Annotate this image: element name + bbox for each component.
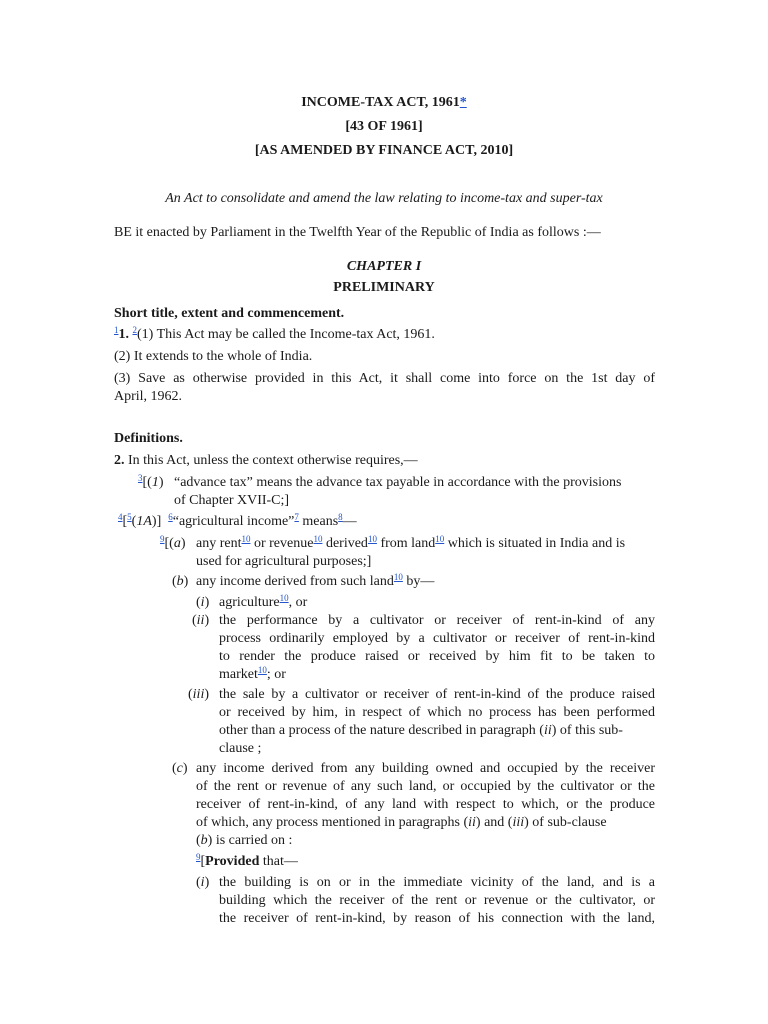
section-2-heading: Definitions.: [114, 431, 183, 446]
section-1-heading: Short title, extent and commencement.: [114, 306, 345, 321]
proviso-i-line3: the receiver of rent-in-kind, by reason of his connection with the land,: [219, 911, 655, 926]
para-b-iii-line2: or received by him, in respect of which no process has been performed: [219, 705, 655, 720]
para-b-iii-line3: other than a process of the nature described in paragraph (ii) of this sub-: [219, 723, 623, 738]
section-1-sub-3-line1: (3) Save as otherwise provided in this Act, it shall come into force on the 1st day of: [114, 371, 655, 386]
proviso: $^9$[Provided that—: [196, 852, 298, 869]
para-b-i-text: agriculture$^{10}$, or: [219, 593, 308, 610]
para-b-ii-line2: process ordinarily employed by a cultivator or receiver of rent-in-kind: [219, 631, 655, 646]
footnote-link[interactable]: 10: [367, 534, 377, 544]
para-b-ii-line4: market$^{10}$; or: [219, 665, 286, 682]
sub-clause-b-text: any income derived from such land$^{10}$ by—: [196, 572, 435, 589]
sub-clause-c-line2: of the rent or revenue of any such land, or occupied by the cultivator or the: [196, 779, 655, 794]
footnote-link[interactable]: 9: [196, 852, 201, 862]
footnote-link[interactable]: 8: [338, 512, 343, 522]
footnote-link[interactable]: 10: [279, 593, 289, 603]
section-1-sub-3-line2: April, 1962.: [114, 389, 183, 404]
section-1-sub-2: (2) It extends to the whole of India.: [114, 349, 313, 364]
sub-clause-c-label: (c): [172, 761, 188, 776]
clause-1a: $^4$[$^5$(1A)] $^6$“agricultural income”$^7$ means$^8$—: [118, 512, 357, 529]
amendment-note: [AS AMENDED BY FINANCE ACT, 2010]: [254, 143, 514, 158]
act-number: [43 OF 1961]: [345, 119, 423, 134]
footnote-link[interactable]: 9: [160, 534, 165, 544]
sub-clause-c-line4: of which, any process mentioned in paragraphs (ii) and (iii) of sub-clause: [196, 815, 607, 830]
enacting-clause: BE it enacted by Parliament in the Twelfth Year of the Republic of India as follows :—: [114, 225, 601, 240]
sub-clause-a-line1: any rent$^{10}$ or revenue$^{10}$ derived$^{10}$ from land$^{10}$ which is situated in India and is: [196, 534, 626, 551]
section-1-sub-1: $^1$1. $^2$(1) This Act may be called the Income-tax Act, 1961.: [114, 325, 435, 342]
sub-clause-c-line3: receiver of rent-in-kind, of any land with respect to which, or the produce: [196, 797, 655, 812]
clause-1-label: $^3$[(1): [138, 473, 164, 490]
chapter-name: PRELIMINARY: [333, 280, 435, 295]
section-2-intro: 2. In this Act, unless the context otherwise requires,—: [114, 453, 418, 468]
sub-clause-c-line1: any income derived from any building owned and occupied by the receiver: [196, 761, 655, 776]
footnote-link[interactable]: 10: [241, 534, 251, 544]
footnote-link[interactable]: 6: [168, 512, 173, 522]
para-b-ii-line1: the performance by a cultivator or receiver of rent-in-kind of any: [219, 613, 655, 628]
footnote-link[interactable]: 5: [127, 512, 132, 522]
proviso-i-line1: the building is on or in the immediate vicinity of the land, and is a: [219, 875, 655, 890]
footnote-link[interactable]: 2: [132, 325, 137, 335]
footnote-link[interactable]: 10: [435, 534, 445, 544]
sub-clause-a-label: $^9$[(a): [160, 534, 186, 551]
sub-clause-a-line2: used for agricultural purposes;]: [196, 554, 372, 569]
chapter-number: CHAPTER I: [346, 259, 422, 274]
footnote-link[interactable]: 1: [114, 325, 119, 335]
proviso-i-label: (i): [196, 875, 210, 890]
proviso-i-line2: building which the receiver of the rent or revenue or the cultivator, or: [219, 893, 655, 908]
title-footnote-link[interactable]: *: [459, 95, 467, 110]
long-title: An Act to consolidate and amend the law relating to income-tax and super-tax: [165, 191, 603, 206]
footnote-link[interactable]: 10: [393, 572, 403, 582]
para-b-i-label: (i): [196, 595, 210, 610]
act-title: INCOME-TAX ACT, 1961*: [301, 95, 467, 110]
sub-clause-c-line5: (b) is carried on :: [196, 833, 293, 848]
para-b-ii-line3: to render the produce raised or received by him fit to be taken to: [219, 649, 655, 664]
footnote-link[interactable]: 10: [257, 665, 267, 675]
para-b-iii-line4: clause ;: [219, 741, 262, 756]
para-b-iii-label: (iii): [188, 687, 210, 702]
footnote-link[interactable]: 3: [138, 473, 143, 483]
para-b-iii-line1: the sale by a cultivator or receiver of rent-in-kind of the produce raised: [219, 687, 655, 702]
para-b-ii-label: (ii): [192, 613, 210, 628]
footnote-link[interactable]: 4: [118, 512, 123, 522]
clause-1-line2: of Chapter XVII-C;]: [174, 493, 290, 508]
footnote-link[interactable]: 7: [294, 512, 299, 522]
sub-clause-b-label: (b): [172, 574, 189, 589]
footnote-link[interactable]: 10: [313, 534, 323, 544]
clause-1-line1: “advance tax” means the advance tax payable in accordance with the provisions: [174, 475, 622, 490]
